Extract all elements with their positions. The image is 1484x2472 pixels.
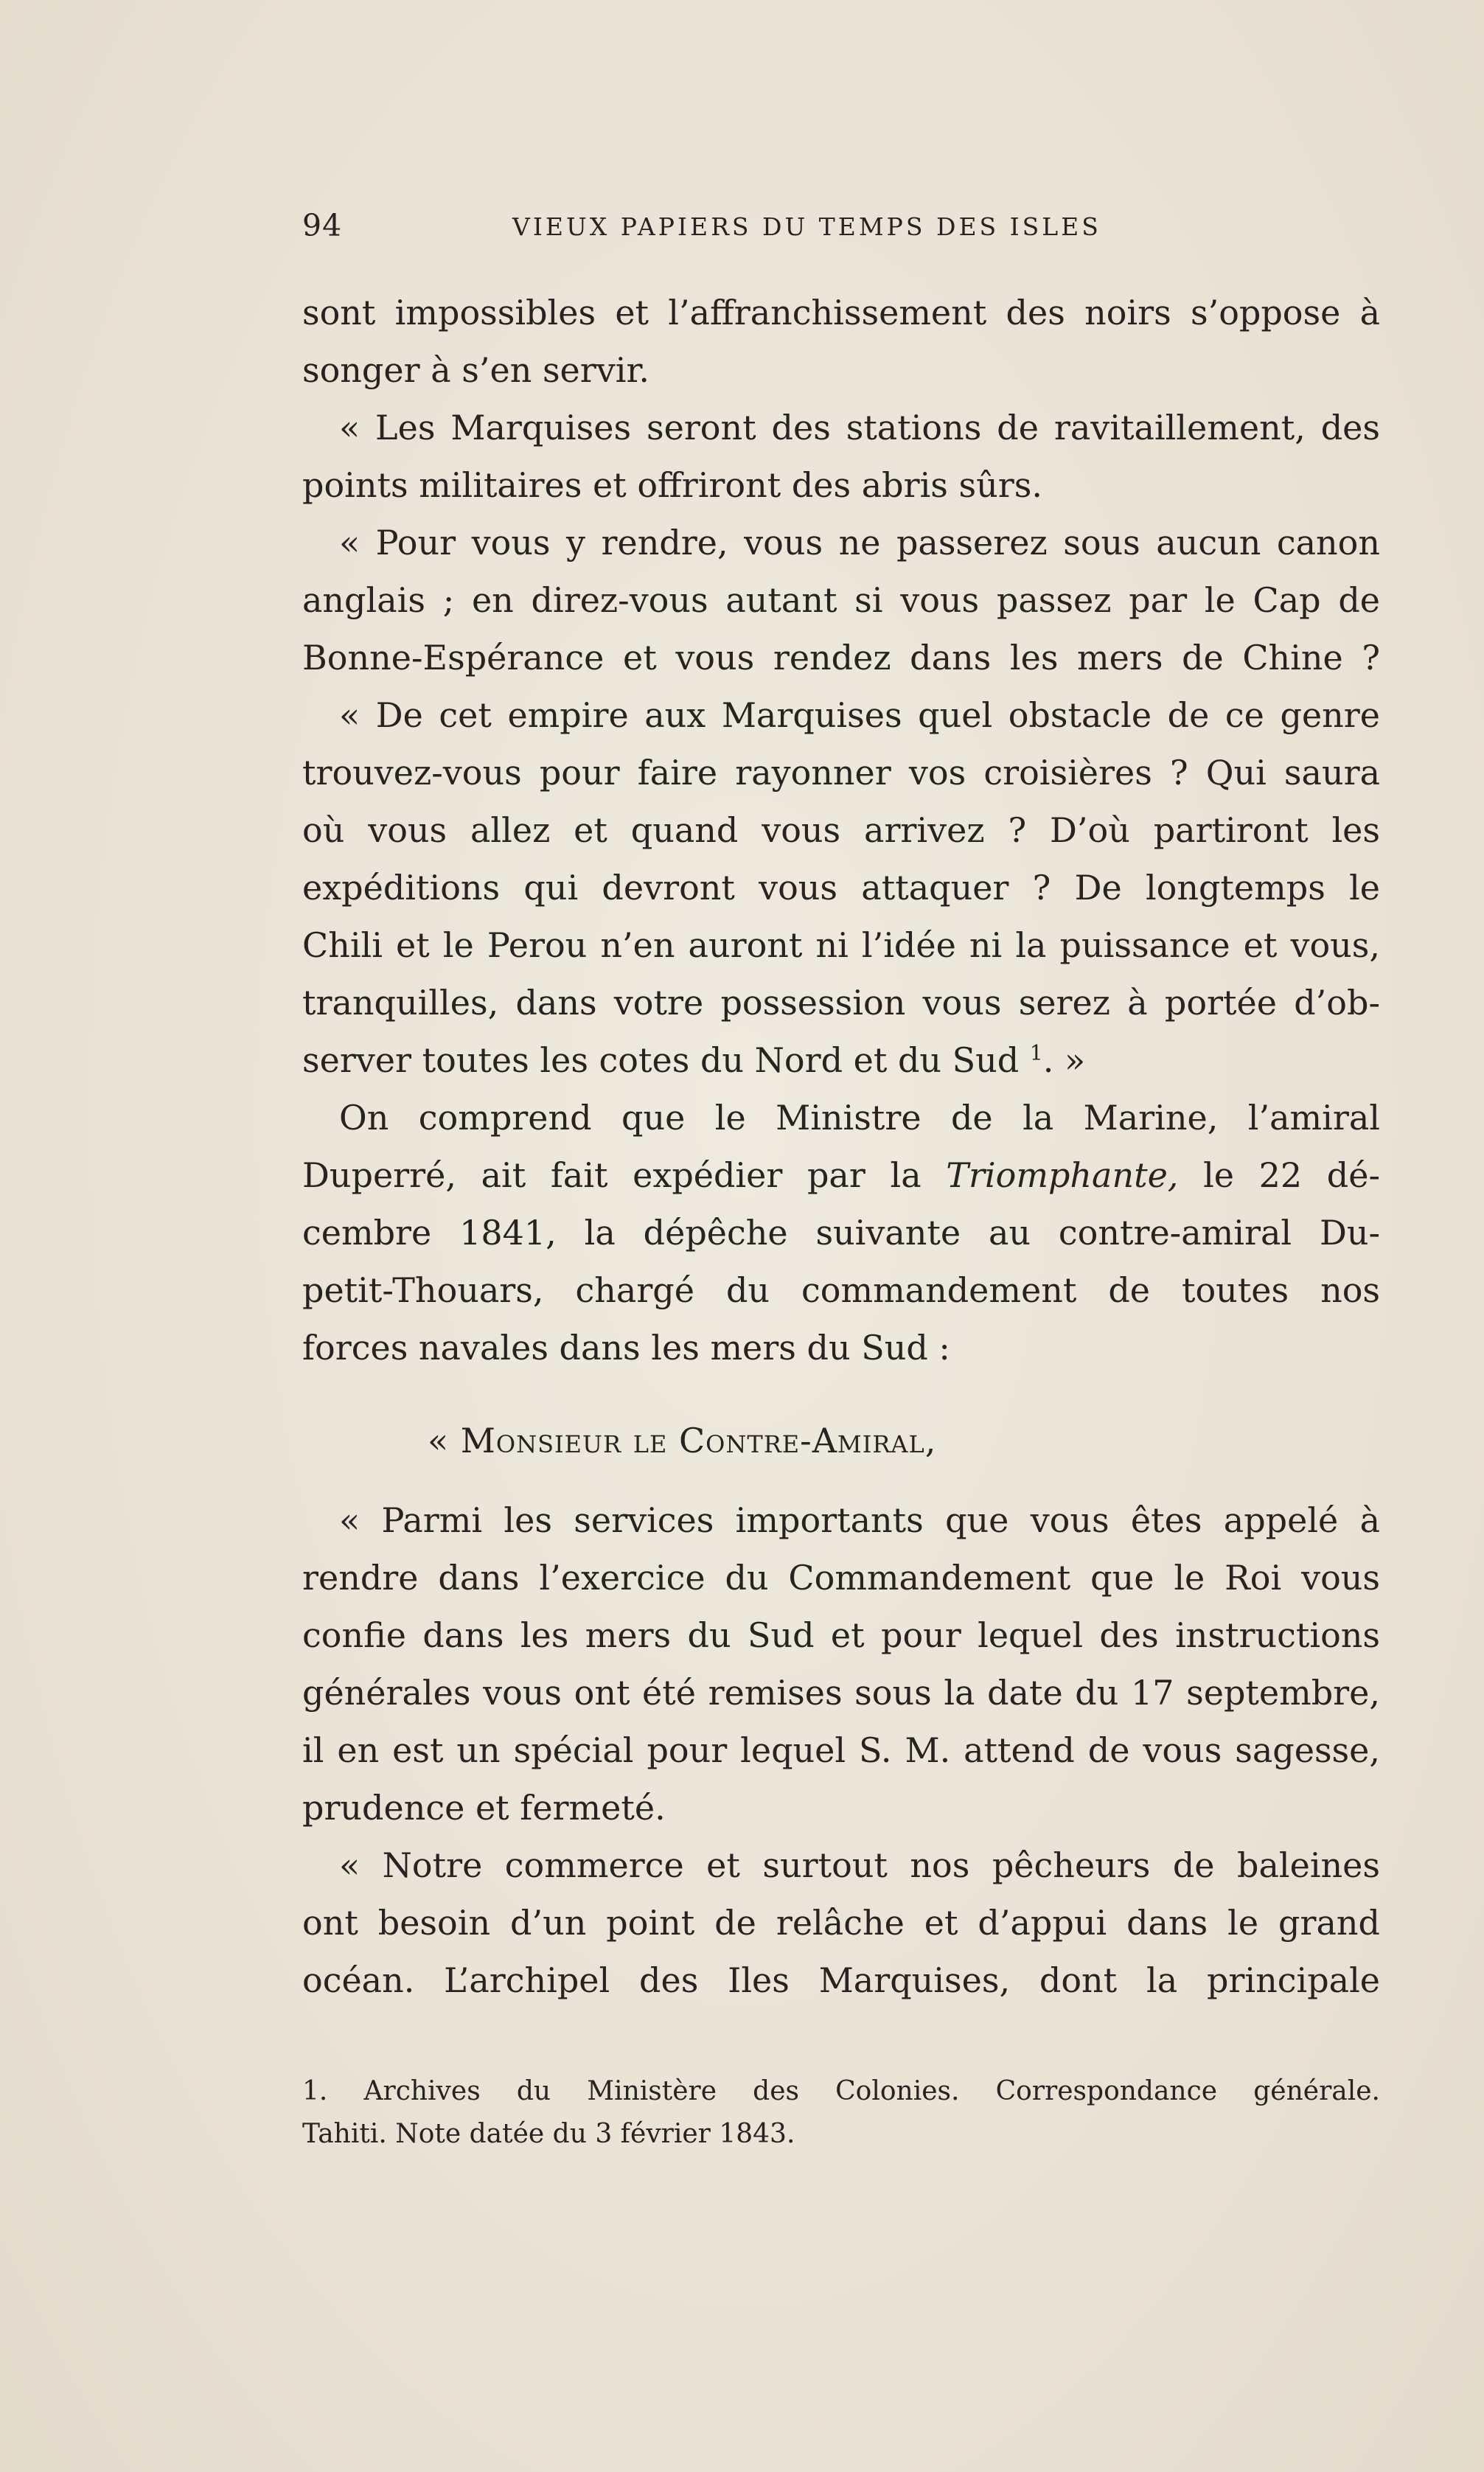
text-line: océan. L’archipel des Iles Marquises, dont la principale [302, 1960, 1380, 2000]
text-line: « Notre commerce et surtout nos pêcheurs de baleines [339, 1845, 1380, 1885]
text-line: songer à s’en servir. [302, 350, 650, 390]
text-line: rendre dans l’exercice du Commandement que le Roi vous [302, 1558, 1380, 1598]
text-line: confie dans les mers du Sud et pour lequel des instructions [302, 1615, 1380, 1655]
page-number: 94 [302, 208, 343, 243]
text-line: forces navales dans les mers du Sud : [302, 1328, 950, 1368]
footnote [302, 2070, 1380, 2156]
page-header [302, 208, 1187, 252]
text-line: « Pour vous y rendre, vous ne passerez sous aucun canon [339, 523, 1380, 563]
text-line [302, 1146, 1380, 1204]
footnote-line: Tahiti. Note datée du 3 février 1843. [302, 2119, 795, 2149]
text-line: « De cet empire aux Marquises quel obstacle de ce genre [339, 695, 1380, 735]
text-span: Duperré, ait fait expédier par la [302, 1155, 922, 1195]
text-line: On comprend que le Ministre de la Marine, l’amiral [339, 1098, 1380, 1138]
text-line: Chili et le Perou n’en auront ni l’idée ni la puissance et vous, [302, 925, 1380, 965]
text-line: ont besoin d’un point de relâche et d’appui dans le grand [302, 1903, 1380, 1943]
body-text [302, 284, 1380, 2009]
footnote-reference: 1 [1029, 1040, 1043, 1065]
text-line: expéditions qui devront vous attaquer ? De longtemps le [302, 868, 1380, 908]
closing-quote: . » [1042, 1040, 1086, 1080]
text-line: points militaires et offriront des abris sûrs. [302, 465, 1042, 505]
text-line: « Les Marquises seront des stations de ravitaillement, des [339, 408, 1380, 448]
text-line: il en est un spécial pour lequel S. M. attend de vous sagesse, [302, 1730, 1380, 1770]
text-line: où vous allez et quand vous arrivez ? D’où partiront les [302, 810, 1380, 850]
letter-salutation: « Monsieur le Contre-Amiral, [428, 1421, 937, 1460]
ship-name: Triomphante, [946, 1155, 1179, 1195]
text-line: tranquilles, dans votre possession vous serez à portée d’ob- [302, 983, 1380, 1023]
text-line: « Parmi les services importants que vous êtes appelé à [339, 1500, 1380, 1540]
text-line: sont impossibles et l’affranchissement des noirs s’oppose à [302, 293, 1380, 332]
text-line: anglais ; en direz-vous autant si vous passez par le Cap de [302, 580, 1380, 620]
text-line: cembre 1841, la dépêche suivante au contre-amiral Du- [302, 1213, 1380, 1253]
text-span: le 22 dé- [1203, 1155, 1381, 1195]
text-line [302, 1031, 1380, 1089]
text-line: prudence et fermeté. [302, 1788, 666, 1828]
text-span: server toutes les cotes du Nord et du Sud [302, 1040, 1020, 1080]
text-line: générales vous ont été remises sous la date du 17 septembre, [302, 1673, 1380, 1713]
text-line: Bonne-Espérance et vous rendez dans les mers de Chine ? [302, 638, 1380, 678]
text-line: petit-Thouars, chargé du commandement de toutes nos [302, 1270, 1380, 1310]
footnote-line: 1. Archives du Ministère des Colonies. Correspondance générale. [302, 2076, 1380, 2106]
running-title: VIEUX PAPIERS DU TEMPS DES ISLES [512, 212, 1101, 241]
text-line: trouvez-vous pour faire rayonner vos croisières ? Qui saura [302, 753, 1380, 793]
